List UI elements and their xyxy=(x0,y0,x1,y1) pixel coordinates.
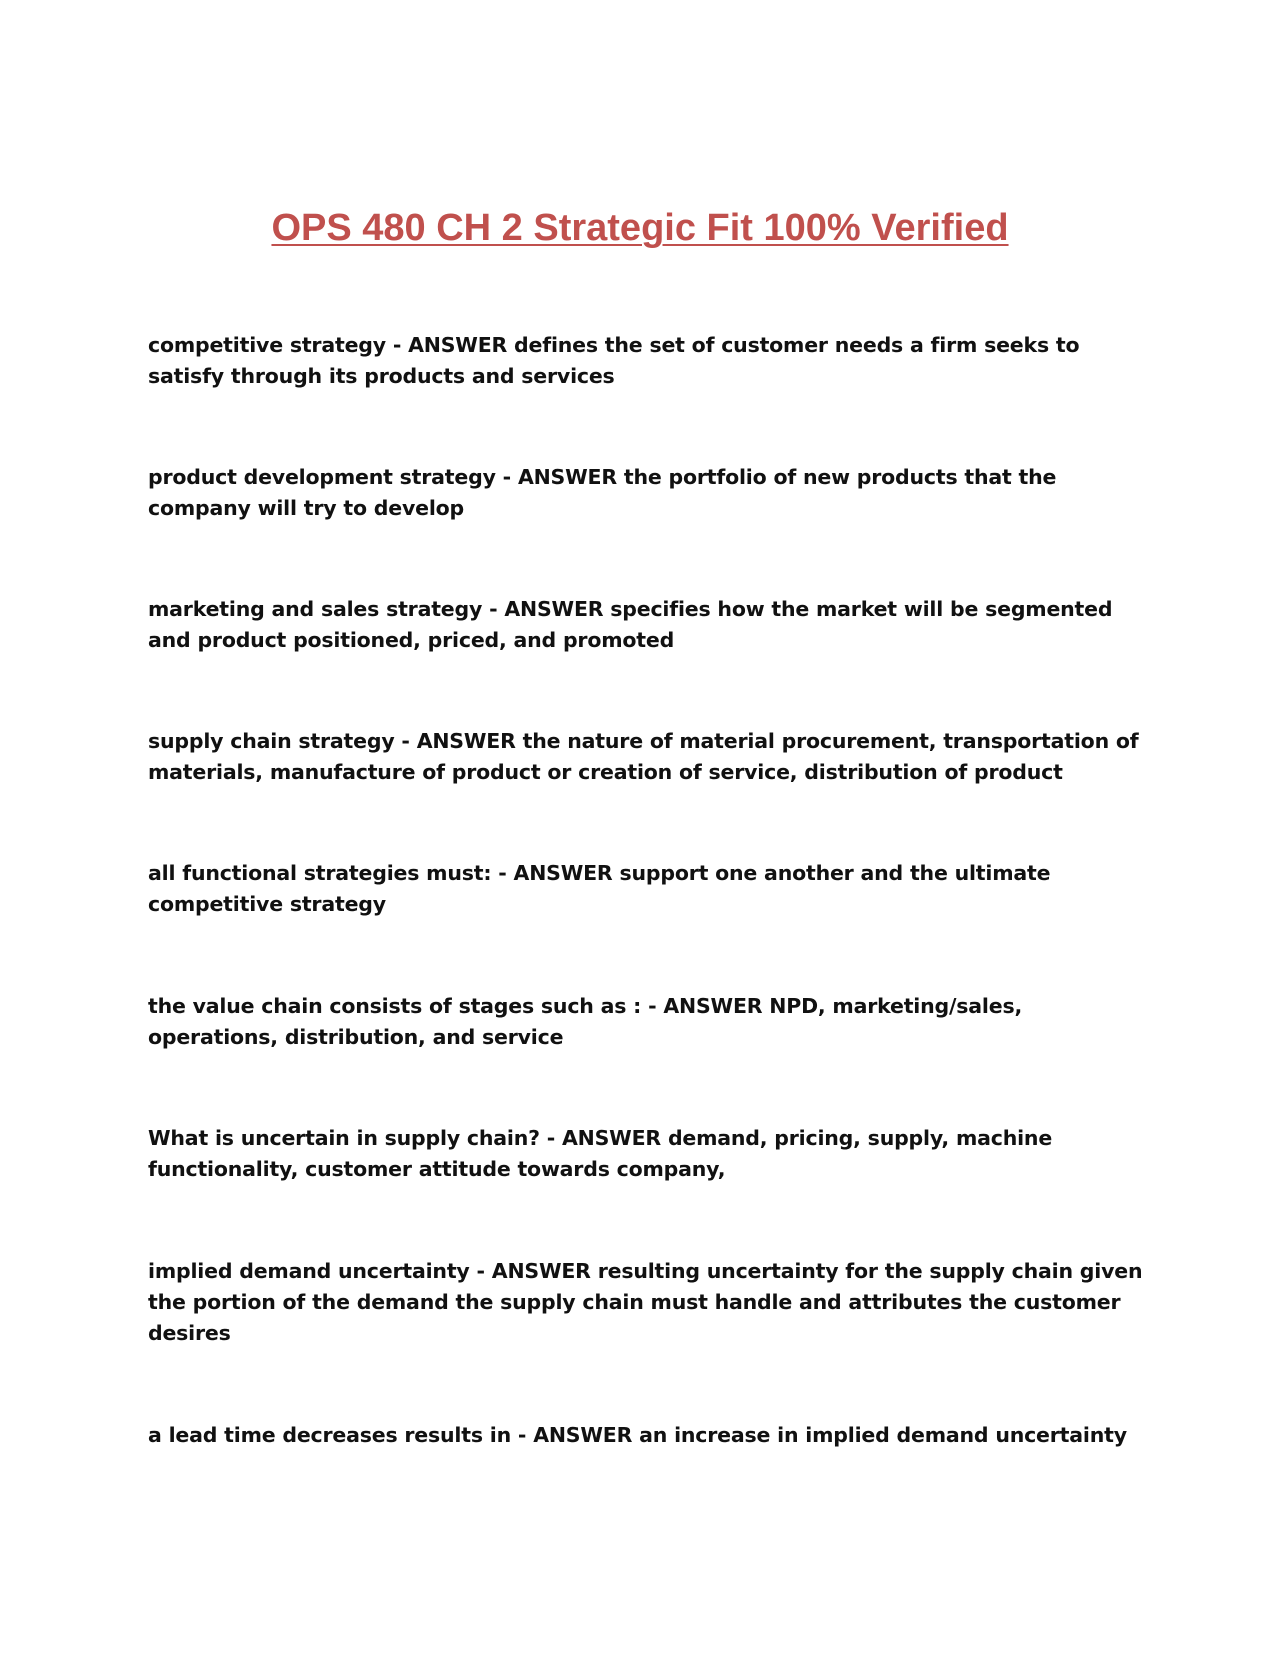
flashcard-separator: - xyxy=(495,465,518,489)
flashcard-separator: - xyxy=(469,1259,492,1283)
flashcard-term: implied demand uncertainty xyxy=(148,1259,470,1283)
flashcard-separator: - xyxy=(491,861,514,885)
flashcard-term: product development strategy xyxy=(148,465,496,489)
flashcard-item xyxy=(148,858,1148,920)
flashcard-definition: specifies how the market will be segmented and product positioned, priced, and promoted xyxy=(148,597,1113,652)
flashcard-term: What is uncertain in supply chain? xyxy=(148,1126,540,1150)
answer-label: ANSWER xyxy=(513,861,613,885)
flashcard-separator: - xyxy=(641,994,664,1018)
flashcard-item xyxy=(148,1256,1148,1349)
flashcard-separator: - xyxy=(482,597,505,621)
document-title: OPS 480 CH 2 Strategic Fit 100% Verified xyxy=(271,207,1009,249)
flashcard-item xyxy=(148,1123,1148,1185)
flashcard-term: competitive strategy xyxy=(148,333,386,357)
answer-label: ANSWER xyxy=(663,994,763,1018)
flashcard-definition: NPD, marketing/sales, operations, distribution, and service xyxy=(148,994,1023,1049)
flashcard-item xyxy=(148,594,1148,656)
flashcard-term: the value chain consists of stages such as : xyxy=(148,994,642,1018)
flashcard-term: a lead time decreases results in xyxy=(148,1423,511,1447)
flashcard-term: supply chain strategy xyxy=(148,729,395,753)
flashcard-item xyxy=(148,726,1148,788)
flashcard-definition: support one another and the ultimate competitive strategy xyxy=(148,861,1051,916)
flashcard-item xyxy=(148,991,1148,1053)
flashcard-term: all functional strategies must: xyxy=(148,861,492,885)
flashcard-term: marketing and sales strategy xyxy=(148,597,483,621)
flashcard-definition: defines the set of customer needs a firm seeks to satisfy through its products and services xyxy=(148,333,1080,388)
flashcard-definition: the nature of material procurement, transportation of materials, manufacture of product or creation of service, distribution of product xyxy=(148,729,1139,784)
answer-label: ANSWER xyxy=(562,1126,661,1150)
flashcard-item xyxy=(148,330,1148,392)
answer-label: ANSWER xyxy=(491,1259,591,1283)
flashcard-separator: - xyxy=(394,729,417,753)
flashcard-definition: demand, pricing, supply, machine functionality, customer attitude towards company, xyxy=(148,1126,1053,1181)
flashcard-separator: - xyxy=(511,1423,534,1447)
answer-label: ANSWER xyxy=(408,333,508,357)
answer-label: ANSWER xyxy=(517,465,617,489)
answer-label: ANSWER xyxy=(533,1423,633,1447)
flashcard-definition: resulting uncertainty for the supply chain given the portion of the demand the supply chain must handle and attributes the customer desires xyxy=(148,1259,1143,1345)
flashcard-definition: the portfolio of new products that the company will try to develop xyxy=(148,465,1057,520)
flashcard-separator: - xyxy=(385,333,409,357)
flashcard-definition: an increase in implied demand uncertainty xyxy=(639,1423,1127,1447)
answer-label: ANSWER xyxy=(416,729,516,753)
flashcard-item xyxy=(148,1420,1148,1451)
answer-label: ANSWER xyxy=(504,597,604,621)
flashcard-separator: - xyxy=(539,1126,562,1150)
flashcard-item xyxy=(148,462,1148,524)
